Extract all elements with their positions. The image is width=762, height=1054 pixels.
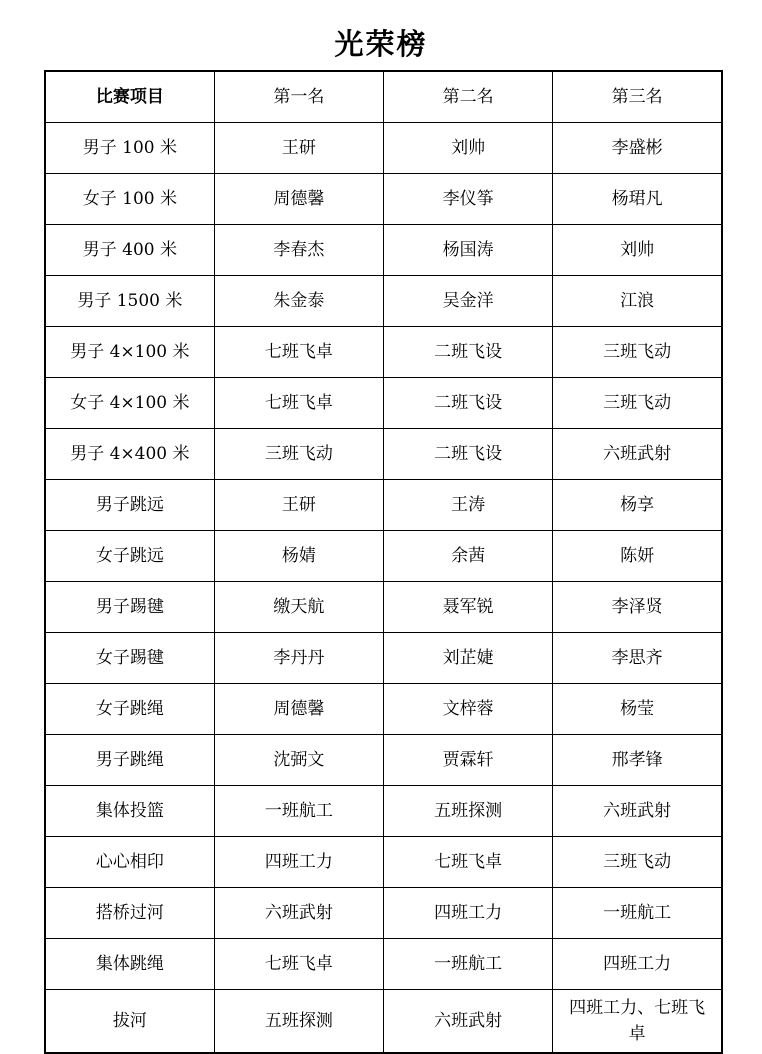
winner-cell: 三班飞动 [553, 327, 722, 378]
event-cell: 男子 1500 米 [45, 276, 214, 327]
winner-cell: 六班武射 [553, 786, 722, 837]
event-cell: 女子 100 米 [45, 174, 214, 225]
header-cell-rank-2: 第二名 [384, 71, 553, 123]
winner-cell: 四班工力 [384, 888, 553, 939]
winner-cell: 杨珺凡 [553, 174, 722, 225]
winner-cell: 杨婧 [214, 531, 383, 582]
event-cell: 心心相印 [45, 837, 214, 888]
winner-cell: 王研 [214, 480, 383, 531]
winner-cell: 四班工力 [553, 939, 722, 990]
winner-cell: 刘帅 [384, 123, 553, 174]
table-row [45, 837, 722, 888]
event-cell: 男子 4×100 米 [45, 327, 214, 378]
winner-cell: 一班航工 [214, 786, 383, 837]
event-cell: 男子跳远 [45, 480, 214, 531]
winner-cell: 贾霖轩 [384, 735, 553, 786]
winner-cell: 三班飞动 [214, 429, 383, 480]
winner-cell: 江浪 [553, 276, 722, 327]
header-cell-rank-1: 第一名 [214, 71, 383, 123]
event-cell: 女子跳绳 [45, 684, 214, 735]
event-cell: 男子 100 米 [45, 123, 214, 174]
winner-cell: 聂军锐 [384, 582, 553, 633]
honor-roll-table [44, 70, 723, 1054]
winner-cell: 六班武射 [214, 888, 383, 939]
event-cell: 集体跳绳 [45, 939, 214, 990]
winner-cell: 七班飞卓 [214, 327, 383, 378]
table-header [45, 71, 722, 123]
winner-cell: 余茜 [384, 531, 553, 582]
event-cell: 男子 400 米 [45, 225, 214, 276]
winner-cell: 七班飞卓 [214, 939, 383, 990]
table-row [45, 327, 722, 378]
winner-cell: 缴天航 [214, 582, 383, 633]
winner-cell: 沈弼文 [214, 735, 383, 786]
winner-cell: 王涛 [384, 480, 553, 531]
winner-cell: 四班工力 [214, 837, 383, 888]
winner-cell: 周德馨 [214, 174, 383, 225]
winner-cell: 李丹丹 [214, 633, 383, 684]
winner-cell: 陈妍 [553, 531, 722, 582]
event-cell: 搭桥过河 [45, 888, 214, 939]
table-row [45, 888, 722, 939]
table-body [45, 123, 722, 1054]
table-row [45, 480, 722, 531]
table-row [45, 276, 722, 327]
winner-cell: 吴金洋 [384, 276, 553, 327]
winner-cell: 七班飞卓 [214, 378, 383, 429]
event-cell: 男子 4×400 米 [45, 429, 214, 480]
winner-cell: 一班航工 [553, 888, 722, 939]
winner-cell: 李春杰 [214, 225, 383, 276]
winner-cell: 杨国涛 [384, 225, 553, 276]
winner-cell: 周德馨 [214, 684, 383, 735]
winner-cell: 朱金泰 [214, 276, 383, 327]
winner-cell: 三班飞动 [553, 837, 722, 888]
winner-cell: 三班飞动 [553, 378, 722, 429]
winner-cell: 五班探测 [384, 786, 553, 837]
winner-cell: 杨享 [553, 480, 722, 531]
winner-cell: 二班飞设 [384, 429, 553, 480]
table-row [45, 939, 722, 990]
winner-cell: 二班飞设 [384, 327, 553, 378]
event-cell: 集体投篮 [45, 786, 214, 837]
winner-cell: 李思齐 [553, 633, 722, 684]
page-title: 光荣榜 [334, 27, 428, 61]
winner-cell: 七班飞卓 [384, 837, 553, 888]
table-row [45, 531, 722, 582]
winner-cell: 五班探测 [214, 990, 383, 1054]
header-cell-event: 比赛项目 [45, 71, 214, 123]
winner-cell: 六班武射 [384, 990, 553, 1054]
header-row [45, 71, 722, 123]
winner-cell: 刘芷婕 [384, 633, 553, 684]
table-row [45, 225, 722, 276]
event-cell: 男子踢毽 [45, 582, 214, 633]
winner-cell: 杨莹 [553, 684, 722, 735]
table-row [45, 429, 722, 480]
winner-cell: 六班武射 [553, 429, 722, 480]
table-row [45, 990, 722, 1054]
winner-cell: 李盛彬 [553, 123, 722, 174]
winner-cell: 二班飞设 [384, 378, 553, 429]
winner-cell: 一班航工 [384, 939, 553, 990]
winner-cell: 邢孝锋 [553, 735, 722, 786]
event-cell: 女子踢毽 [45, 633, 214, 684]
header-cell-rank-3: 第三名 [553, 71, 722, 123]
event-cell: 男子跳绳 [45, 735, 214, 786]
winner-cell: 王研 [214, 123, 383, 174]
event-cell: 女子跳远 [45, 531, 214, 582]
winner-cell: 李泽贤 [553, 582, 722, 633]
winner-cell: 四班工力、七班飞卓 [553, 990, 722, 1054]
table-row [45, 123, 722, 174]
event-cell: 拔河 [45, 990, 214, 1054]
table-row [45, 735, 722, 786]
table-row [45, 786, 722, 837]
table-row [45, 582, 722, 633]
winner-cell: 刘帅 [553, 225, 722, 276]
event-cell: 女子 4×100 米 [45, 378, 214, 429]
table-row [45, 684, 722, 735]
table-row [45, 378, 722, 429]
table-row [45, 633, 722, 684]
table-row [45, 174, 722, 225]
winner-cell: 文梓蓉 [384, 684, 553, 735]
winner-cell: 李仪筝 [384, 174, 553, 225]
